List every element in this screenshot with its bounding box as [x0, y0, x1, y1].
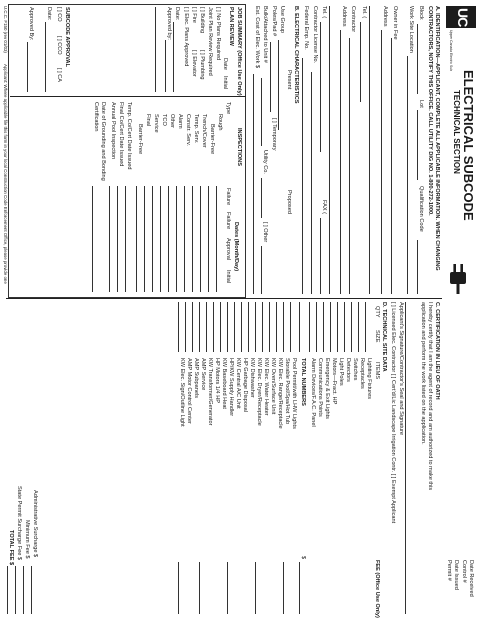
fee-line	[178, 562, 179, 614]
fixture-item: HP Garbage Disposal	[242, 358, 248, 412]
footer-note: Applicant: Where applicable file this form in your local Construction Code Enforcement Office, please provide one	[3, 64, 8, 284]
annual-pool-line	[109, 186, 110, 292]
inspection-grid-line	[176, 186, 177, 292]
grounding-line	[92, 186, 93, 292]
section-a-heading-2: CONTRACTORS, NOTIFY THIS OFFICE. CALL UTILITY DIG NO. 1-800-272-1000.	[427, 6, 433, 216]
poles-line	[270, 42, 271, 112]
inspection-grid-line	[192, 186, 193, 292]
fixture-line	[234, 302, 235, 352]
fixture-line	[227, 302, 228, 352]
site-item: Lighting Fixtures	[366, 358, 372, 400]
failure-heading-2: Failure	[225, 212, 231, 230]
inspection-row: Final	[145, 114, 151, 127]
fixture-item: HP/KW Supply Handler	[228, 358, 234, 417]
inspection-row: Rough	[217, 114, 223, 131]
address-line	[381, 30, 382, 294]
subcode-date-label: Date:	[46, 7, 52, 21]
grounding-label: Date of Grounding and Bonding	[100, 102, 106, 181]
present-label: Present	[286, 70, 292, 90]
qualification-code-line	[417, 240, 418, 294]
section-b-heading: B. ELECTRICAL CHARACTERISTICS	[293, 6, 299, 104]
signature-line	[405, 302, 406, 614]
site-item: Light Poles	[338, 358, 344, 386]
approval-heading: Approval	[225, 238, 231, 261]
fixture-item: KW Dishwasher	[249, 358, 255, 398]
fixture-item: HP Motors 1/4 HP	[214, 358, 220, 403]
fixture-item: AMP Motor Control Center	[186, 358, 192, 424]
plan-review-date: Date	[222, 58, 228, 70]
lot-label: Lot	[418, 100, 424, 108]
permit-label: Permit #	[446, 560, 452, 581]
est-cost-line	[253, 74, 254, 294]
utility-label: Utility Co.	[262, 150, 268, 174]
site-item-line	[316, 302, 317, 352]
fixture-line	[213, 302, 214, 352]
site-item-line	[358, 302, 359, 352]
temp-co-label: Temp. Co/Cert Date Issued	[126, 102, 132, 170]
fixture-line	[255, 302, 256, 352]
total-fee-line	[299, 562, 300, 614]
certification-text-1: I hereby certify that I am the agent of record and am authorized to make this	[427, 302, 433, 491]
size-heading: SIZE	[374, 330, 380, 343]
inspection-row: Trench/Cover	[201, 114, 207, 148]
fax-line	[320, 218, 321, 294]
fixture-item: AMP Service	[200, 358, 206, 391]
fixture-item: KW Central A/C Unit	[235, 358, 241, 409]
site-item-line	[344, 302, 345, 352]
date-received-label: Date Received	[468, 560, 474, 597]
tel-label: Tel. (	[361, 6, 367, 19]
inspection-row: Constr. Serv.	[185, 114, 191, 146]
inspections-heading: INSPECTIONS	[236, 128, 242, 166]
fixture-line	[206, 302, 207, 352]
site-item: Alarm Devices/F.A.C. Panel	[310, 358, 316, 427]
fixture-line	[290, 302, 291, 352]
fee-line	[227, 562, 228, 614]
fixture-line	[283, 302, 284, 352]
total-numbers-label: TOTAL NUMBERS	[300, 358, 306, 406]
inspection-grid-line	[144, 186, 145, 292]
minimum-fee-line	[23, 566, 24, 614]
signature-label: Applicant's Signature/Contractor's Seal and Signature	[398, 302, 404, 436]
est-cost-label: Est. Cost of Elec. Work $	[254, 6, 260, 69]
licensed-options[interactable]: [ ] Licensed Elec. Contractor [ ] Cert'd/Lic Landscape Irrigation Contr. [ ] Exempt Applicant	[390, 302, 396, 524]
inspection-grid-line	[168, 186, 169, 292]
poles-label: Poles/Pad #	[271, 6, 277, 37]
initial-heading: Initial	[225, 270, 231, 284]
state-permit-label: State Permit Surcharge Fee $	[16, 486, 22, 560]
form-title: ELECTRICAL SUBCODE	[461, 70, 476, 221]
bulk-code-line	[261, 78, 262, 146]
total-dollar: $	[300, 556, 306, 560]
tel-line	[360, 22, 361, 102]
work-site-label: Work Site Location	[408, 6, 414, 53]
contractor-address-label: Address	[341, 6, 347, 27]
fixture-line	[199, 302, 200, 352]
elec-plans-checkbox[interactable]: [ ] Elec. Plans Approved	[183, 7, 189, 67]
fixture-line	[248, 302, 249, 352]
federal-emp-line	[302, 58, 303, 294]
block-line	[417, 24, 418, 94]
contractor-address-line-2	[329, 6, 330, 294]
site-item: Communications Points	[317, 358, 323, 417]
fixture-item: KW Elec. Sign/Outline Light	[179, 358, 185, 427]
logo-small-text: Upper Canada Electric Sub	[449, 30, 453, 72]
fixture-line	[220, 302, 221, 352]
temporary-checkbox[interactable]: [ ] Temporary	[271, 118, 277, 151]
inspection-row: Temp. Serv.	[193, 114, 199, 144]
lot-line	[417, 110, 418, 180]
license-line	[311, 72, 312, 294]
inspection-row: Barrier-Free	[137, 124, 143, 155]
site-item: Receptacles	[359, 358, 365, 389]
site-item-line	[337, 302, 338, 352]
contractor-address-line	[340, 30, 341, 294]
inspection-row: Other	[169, 114, 175, 128]
site-item: Emergency & Exit Lights	[324, 358, 330, 419]
elevator-checkbox[interactable]: [ ] Elevator	[191, 50, 197, 77]
owner-label: Owner in Fee	[392, 6, 398, 40]
fixture-item: KW Elec. Range/Receptacle	[277, 358, 283, 429]
failure-heading: Failure	[225, 188, 231, 206]
fixture-line	[269, 302, 270, 352]
admin-surcharge-line	[31, 566, 32, 614]
items-heading: ITEMS	[374, 362, 380, 380]
subcode-approved-line	[27, 42, 28, 92]
section-d-heading: D. TECHNICAL SITE DATA	[381, 302, 387, 372]
use-group-line	[278, 40, 279, 130]
final-co-label: Final Co/Cert Date Issued	[118, 102, 124, 167]
fixture-line	[178, 302, 179, 352]
section-a-heading: A. IDENTIFICATION—APPLICANT, COMPLETE ALL APPLICABLE INFORMATION. WHEN CHANGING	[434, 6, 440, 271]
certification-label: Certification	[93, 102, 99, 132]
inspection-row: TCO	[161, 114, 167, 126]
inspection-grid-line	[200, 186, 201, 292]
inspection-grid-line	[208, 186, 209, 292]
site-item-line	[309, 302, 310, 352]
site-item-line	[330, 302, 331, 352]
uc-logo	[446, 6, 476, 28]
approved-by-line-2	[155, 7, 156, 92]
building-checkbox[interactable]: [ ] Building	[199, 7, 205, 34]
site-item: Detectors	[345, 358, 351, 382]
block-label: Block	[418, 6, 424, 20]
control-label: Control #	[461, 560, 467, 583]
qty-heading: QTY	[374, 306, 380, 318]
fixture-line	[241, 302, 242, 352]
federal-emp-label: Federal Emp. No.	[303, 6, 309, 50]
inspection-grid-line	[184, 186, 185, 292]
address-label: Address	[382, 6, 388, 27]
fee-line	[199, 562, 200, 614]
inspection-grid-line	[160, 186, 161, 292]
no-plans-checkbox[interactable]: [ ] No Plans Required	[215, 7, 221, 61]
subcode-approved-label: Approved By:	[28, 7, 34, 41]
date-issued-label: Date Issued	[453, 560, 459, 590]
plumbing-checkbox[interactable]: [ ] Plumbing	[199, 50, 205, 80]
form-subtitle: TECHNICAL SECTION	[452, 90, 461, 174]
other-checkbox[interactable]: [ ] Other	[262, 222, 268, 243]
approved-by-line	[165, 40, 166, 92]
fee-line	[283, 562, 284, 614]
fixture-item: KW Oven/Surface Unit	[270, 358, 276, 415]
utility-line	[261, 178, 262, 218]
fixture-line	[276, 302, 277, 352]
site-item: Switches	[352, 358, 358, 381]
plan-review-initial: Initial	[222, 76, 228, 90]
fixture-item: KW Elec. Water Heater	[263, 358, 269, 416]
fixture-item: KW Transformer/Generator	[207, 358, 213, 426]
type-heading: Type	[225, 102, 231, 115]
job-summary-heading: JOB SUMMARY (Office Use Only)	[236, 7, 242, 96]
inspection-row: Service	[153, 114, 159, 133]
contractor-label: Contractor	[350, 6, 356, 33]
approved-by-label: Approved by:	[166, 7, 172, 40]
fixture-item: AMP Subpanels	[193, 358, 199, 399]
job-summary-divider	[10, 96, 246, 97]
cco-checkbox[interactable]: [ ] CCO	[56, 36, 62, 55]
license-label: Contractor License No.	[312, 6, 318, 64]
subcode-approval-heading: SUBCODE APPROVAL	[64, 7, 70, 67]
fire-checkbox[interactable]: [ ] Fire	[191, 7, 197, 23]
state-permit-line	[15, 566, 16, 614]
ca-checkbox[interactable]: [ ] CA	[56, 68, 62, 82]
contractor-line	[349, 38, 350, 294]
inspection-grid-line	[216, 186, 217, 292]
dates-heading: Dates (Month/Day)	[233, 222, 239, 272]
other-line	[261, 246, 262, 294]
site-item-line	[365, 302, 366, 352]
bulk-code-label: Bulk/Attached to Unit #	[262, 6, 268, 63]
fixture-line	[262, 302, 263, 352]
footer-code: U.C.C. F150 (rev 01/03)	[3, 6, 8, 53]
fax-label: FAX (	[321, 200, 327, 214]
fixture-item: KW Elec. Dryer/Receptacle	[256, 358, 262, 426]
inspection-grid-line	[136, 186, 137, 292]
plan-review-heading: PLAN REVIEW	[228, 7, 234, 46]
inspection-grid-line	[152, 186, 153, 292]
temp-co-line	[125, 186, 126, 292]
qualification-code-label: Qualification Code	[418, 186, 424, 232]
proposed-label: Proposed	[286, 190, 292, 214]
owner-line	[391, 38, 392, 294]
certification-text-2: application and perform the work listed on the application.	[420, 302, 426, 445]
fixture-line	[192, 302, 193, 352]
total-fee-line-bottom	[7, 566, 8, 614]
logo-letters: UC	[455, 8, 471, 27]
fixture-item: KW Baseboard Heat	[221, 358, 227, 409]
address-line-2	[369, 6, 370, 294]
fee-office-heading: FEE (Office Use Only)	[374, 560, 380, 618]
inspection-row: Alarm	[177, 114, 183, 129]
work-site-line	[407, 56, 408, 294]
fee-line	[255, 562, 256, 614]
fixture-item: Pool Permit/with LHW Lights	[291, 358, 297, 429]
plug-icon	[444, 262, 472, 296]
joint-plan-label: Joint Plan Review Required	[207, 7, 213, 76]
final-co-line	[117, 186, 118, 292]
section-c-heading: C. CERTIFICATION IN LIEU OF OATH	[434, 302, 440, 400]
total-numbers-line	[299, 302, 300, 352]
site-item-line	[323, 302, 324, 352]
use-group-label: Use Group	[279, 6, 285, 34]
co-checkbox[interactable]: [ ] CO	[56, 7, 62, 22]
date-line	[173, 22, 174, 92]
minimum-fee-label: Minimum Fee $	[24, 520, 30, 559]
subcode-date-line	[45, 22, 46, 92]
date-label: Date:	[174, 7, 180, 21]
contractor-tel-line	[320, 22, 321, 152]
site-item: Motors—Fract. HP	[331, 358, 337, 405]
contractor-tel-label: Tel. (	[321, 6, 327, 19]
total-fee-label: TOTAL FEE $	[8, 530, 14, 566]
annual-pool-label: Annual Pool Inspection	[110, 102, 116, 160]
fixture-item: Storable Pool/Spa/Hot Tub	[284, 358, 290, 425]
column-divider	[6, 298, 442, 299]
admin-surcharge-label: Administrative Surcharge $	[32, 490, 38, 558]
fixture-line	[185, 302, 186, 352]
inspection-row: Barrier-Free	[209, 124, 215, 155]
site-item-line	[351, 302, 352, 352]
